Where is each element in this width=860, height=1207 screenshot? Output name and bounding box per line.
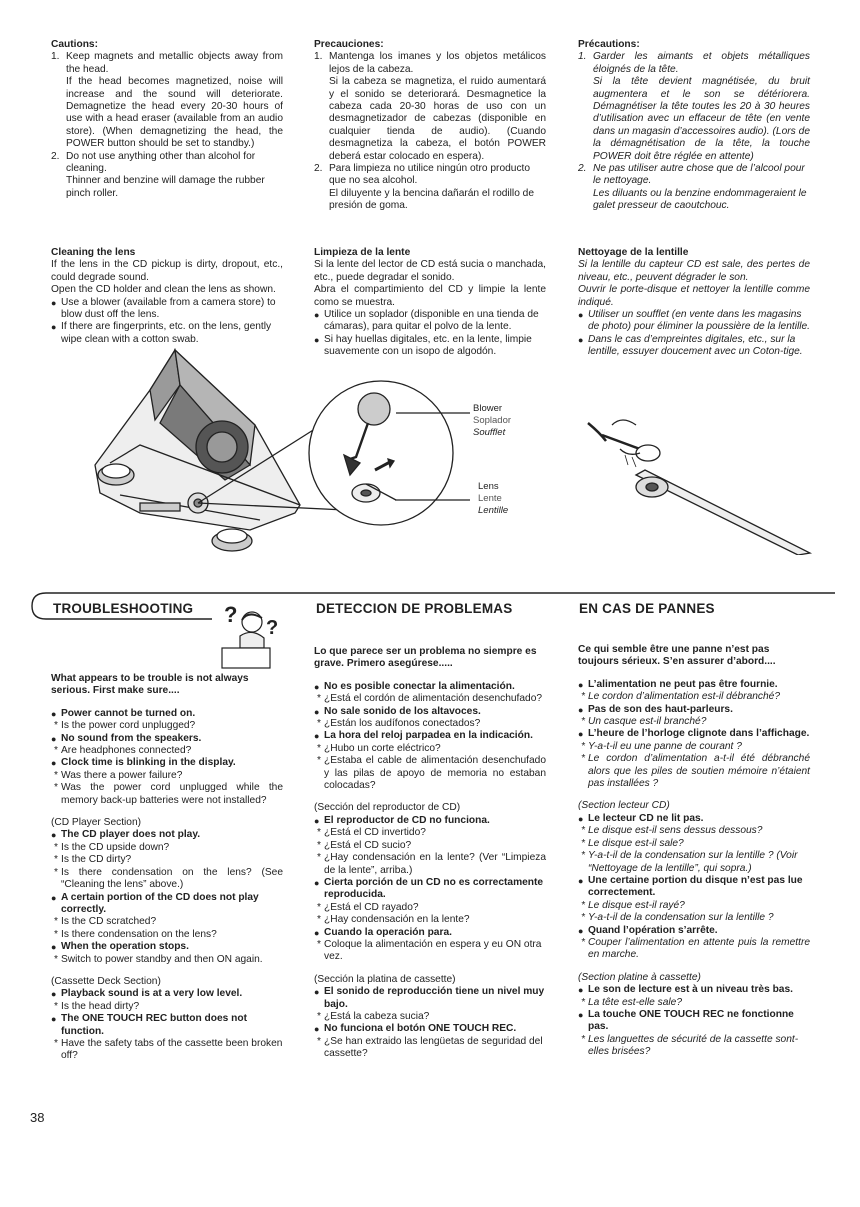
lens-title: Nettoyage de la lentille [578, 247, 689, 258]
symptom: ● El reproductor de CD no funciona. [314, 815, 546, 827]
ts-intro: Lo que parece ser un problema no siempre es grave. Primero asegúrese..... [314, 646, 537, 670]
lens-title: Limpieza de la lente [314, 247, 411, 258]
symptom: ● Power cannot be turned on. [51, 708, 283, 720]
blower-label-fr: Soufflet [473, 427, 506, 438]
symptom: ● Cierta porción de un CD no es correctamente reproducida. [314, 877, 546, 902]
symptom: ● Une certaine portion du disque n’est pas lue correctement. [578, 875, 810, 900]
symptom: ● No sound from the speakers. [51, 733, 283, 745]
symptom: ● L’alimentation ne peut pas être fournie. [578, 679, 810, 691]
cautions-title: Precauciones: [314, 39, 384, 50]
lens-label-en: Lens [478, 481, 499, 492]
caution-item: 2. Do not use anything other than alcohol for cleaning. Thinner and benzine will damage the rubber pinch roller. [51, 150, 265, 199]
symptom: ● Pas de son des haut-parleurs. [578, 704, 810, 716]
symptom: ● A certain portion of the CD does not play correctly. [51, 892, 283, 917]
symptom: ● When the operation stops. [51, 941, 283, 953]
ts-title-en: TROUBLESHOOTING [53, 601, 194, 616]
section-heading: (Cassette Deck Section) [51, 975, 161, 987]
ts-es: Lo que parece ser un problema no siempre es grave. Primero asegúrese..... ● No es posible conectar la alimentación. * ¿Está el cordón de alimentación desenchufado? ● No sale sonido de los altavoces. * ¿Están los audífonos conectados? ● La hora del reloj parpadea en la indicación. * ¿Hubo un corte eléctrico? * ¿Estaba el cable de alimentación desenchufado y las pilas de apoyo de memoria no estaban colocadas? (Sección del reproductor de CD) ● El reproductor de CD no funciona. * ¿Está el CD invertido? * ¿Está el CD sucio? * ¿Hay condensación en la lente? (Ver “Limpieza de la lente”, arriba.) ● Cierta porción de un CD no es correctamente reproducida. * ¿Está el CD rayado? * ¿Hay condensación en la lente? ● Cuando la operación para. * Coloque la alimentación en espera y eu ON otra vez. (Sección la platina de cassette) ● El sonido de reproducción tiene un nivel muy bajo. * ¿Está la cabeza sucia? ● No funciona el botón ONE TOUCH REC. * ¿Se han extraido las lengüetas de seguridad del cassette? [314, 646, 546, 1061]
symptom: ● The CD player does not play. [51, 829, 283, 841]
lens-label-fr: Lentille [478, 505, 509, 516]
section-heading: (Sección del reproductor de CD) [314, 802, 461, 814]
lens-label-es: Lente [478, 493, 502, 504]
ts-title-fr: EN CAS DE PANNES [579, 601, 715, 616]
symptom: ● El sonido de reproducción tiene un nivel muy bajo. [314, 986, 546, 1011]
symptom: ● Quand l’opération s’arrête. [578, 925, 810, 937]
symptom: ● La hora del reloj parpadea en la indicación. [314, 730, 546, 742]
cautions-en [51, 39, 283, 200]
caution-item: 1. Keep magnets and metallic objects away from the head. If the head becomes magnetized, noise will increase and the sound will deteriorate. Demagnetize the head every 20-30 hours of use with a head eraser (available from an audio store). (When demagnetizing the head, the POWER button should be set to standby.) [51, 51, 283, 150]
ts-fr: Ce qui semble être une panne n’est pas toujours sérieux. S’en assurer d’abord.... ● L’alimentation ne peut pas être fournie. * Le cordon d’alimentation est-il débranché? ● Pas de son des haut-parleurs. * Un casque est-il branché? ● L’heure de l’horloge clignote dans l’affichage. * Y-a-t-il eu une panne de courant ? * Le cordon d’alimentation a-t-il été débranché alors que les piles de soutien mémoire n’étaient pas installées ? (Section lecteur CD) ● Le lecteur CD ne lit pas. * Le disque est-il sens dessus dessous? * Le disque est-il sale? * Y-a-t-il de la condensation sur la lentille ? (Voir “Nettoyage de la lentille”, qui sopra.) ● Une certaine portion du disque n’est pas lue correctement. * Le disque est-il rayé? * Y-a-t-il de la condensation sur la lentille ? ● Quand l’opération s’arrête. * Couper l’alimentation en attente puis la remettre en marche. (Section platine à cassette) ● Le son de lecture est à un niveau très bas. * La tête est-elle sale? ● La touche ONE TOUCH REC ne fonctionne pas. * Les languettes de sécurité de la cassette sont-elles brisées? [578, 644, 810, 1059]
cautions-fr [578, 39, 810, 213]
symptom: ● Clock time is blinking in the display. [51, 757, 283, 769]
cd-lens-cleaning-illustration [0, 345, 860, 555]
symptom: ● No sale sonido de los altavoces. [314, 706, 546, 718]
symptom: ● Le lecteur CD ne lit pas. [578, 813, 810, 825]
page-number: 38 [30, 1110, 45, 1125]
svg-text:?: ? [224, 602, 238, 627]
svg-text:?: ? [266, 617, 279, 639]
symptom: ● Le son de lecture est à un niveau très bas. [578, 984, 810, 996]
symptom: ● No funciona el botón ONE TOUCH REC. [314, 1023, 546, 1035]
lens-title: Cleaning the lens [51, 247, 136, 258]
confused-person-icon [218, 600, 286, 670]
caution-item: 1. Garder les aimants et objets métalliques éloignés de la tête. Si la tête devient magnétisée, du bruit augmentera et le son se détériorera. Démagnétiser la tête toutes les 20 à 30 heures d’utilisation avec un effaceur de tête (en vente dans un magasin d’accessoires audio). (Lors de la démagnétisation de la tête, la touche POWER doit être réglée en attente) [578, 51, 810, 162]
ts-title-es: DETECCION DE PROBLEMAS [316, 601, 513, 616]
ts-intro: What appears to be trouble is not always serious. First make sure.... [51, 673, 249, 697]
lens-fr: Nettoyage de la lentille Si la lentille du capteur CD est sale, des pertes de niveau, etc., peuvent dégrader le son. Ouvrir le porte-disque et nettoyer la lentille comme indiqué. ● Utiliser un soufflet (en vente dans les magasins de photo) pour éliminer la poussière de la lentille. ● Dans le cas d’empreintes digitales, etc., sur la lentille, essuyer doucement avec un Coton-tige. [578, 247, 810, 359]
symptom: ● La touche ONE TOUCH REC ne fonctionne pas. [578, 1009, 810, 1034]
blower-label-es: Soplador [473, 415, 512, 426]
symptom: ● The ONE TOUCH REC button does not function. [51, 1013, 283, 1038]
caution-item: 1. Mantenga los imanes y los objetos metálicos lejos de la cabeza. Si la cabeza se magnetiza, el ruido aumentará y el sonido se deteriorará. Desmagnetice la cabeza cada 20-30 horas de uso con un desmagnetizador de cabezas (disponible en cualquier tienda de audio). (Cuando desmagnetiza la cabeza, el botón POWER deberá estar colocado en espera). [314, 51, 546, 162]
lens-es: Limpieza de la lente Si la lente del lector de CD está sucia o manchada, etc., puede degradar el sonido. Abra el compartimiento del CD y limpie la lente como se muestra. ● Utilice un soplador (disponible en una tienda de cámaras), para quitar el polvo de la lente. ● Si hay huellas digitales, etc. en la lente, limpie suavemente con un isopo de algodón. [314, 247, 546, 359]
symptom: ● No es posible conectar la alimentación. [314, 681, 546, 693]
caution-item: 2. Ne pas utiliser autre chose que de l’alcool pour le nettoyage. Les diluants ou la benzine endommageraient le galet presseur de caoutchouc. [578, 163, 807, 212]
symptom: ● L’heure de l’horloge clignote dans l’affichage. [578, 728, 810, 740]
ts-en: What appears to be trouble is not always serious. First make sure.... ● Power cannot be turned on. * Is the power cord unplugged? ● No sound from the speakers. * Are headphones connected? ● Clock time is blinking in the display. * Was there a power failure? * Was the power cord unplugged while the memory back-up batteries were not installed? (CD Player Section) ● The CD player does not play. * Is the CD upside down? * Is the CD dirty? * Is there condensation on the lens? (See “Cleaning the lens” above.) ● A certain portion of the CD does not play correctly. * Is the CD scratched? * Is there condensation on the lens? ● When the operation stops. * Switch to power standby and then ON again. (Cassette Deck Section) ● Playback sound is at a very low level. * Is the head dirty? ● The ONE TOUCH REC button does not function. * Have the safety tabs of the cassette been broken off? [51, 673, 283, 1063]
section-heading: (CD Player Section) [51, 817, 142, 829]
cautions-title: Précautions: [578, 39, 640, 50]
symptom: ● Cuando la operación para. [314, 927, 546, 939]
section-heading: (Sección la platina de cassette) [314, 973, 456, 985]
cautions-es [314, 39, 546, 213]
lens-en: Cleaning the lens If the lens in the CD pickup is dirty, dropout, etc., could degrade sound. Open the CD holder and clean the lens as shown. ● Use a blower (available from a camera store) to blow dust off the lens. ● If there are fingerprints, etc. on the lens, gently wipe clean with a cotton swab. [51, 247, 283, 346]
section-heading: (Section lecteur CD) [578, 800, 670, 812]
section-heading: (Section platine à cassette) [578, 971, 701, 983]
symptom: ● Playback sound is at a very low level. [51, 988, 283, 1000]
caution-item: 2. Para limpieza no utilice ningún otro producto que no sea alcohol. El diluyente y la bencina dañarán el rodillo de presión de goma. [314, 163, 535, 212]
ts-intro: Ce qui semble être une panne n’est pas toujours sérieux. S’en assurer d’abord.... [578, 644, 776, 668]
cautions-title: Cautions: [51, 39, 98, 50]
blower-label-en: Blower [473, 403, 503, 414]
